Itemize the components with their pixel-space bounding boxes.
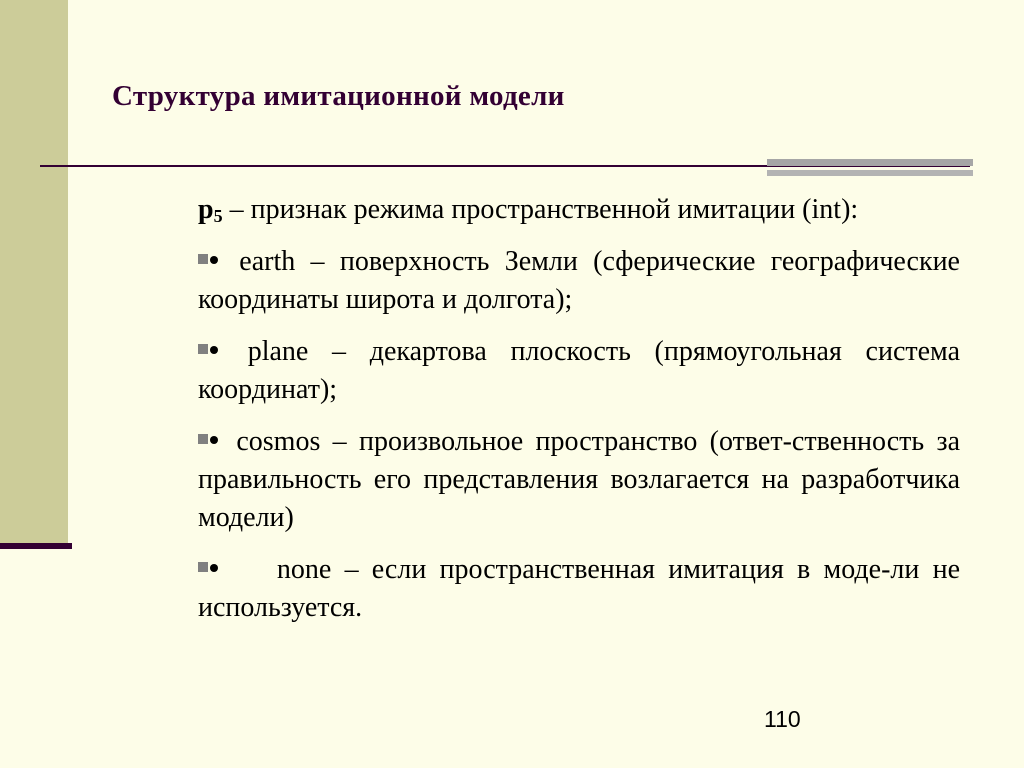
slide-body	[198, 191, 967, 641]
side-bar	[0, 0, 68, 546]
list-item	[198, 333, 960, 409]
dot-bullet-icon	[210, 346, 218, 354]
square-bullet-icon	[198, 344, 208, 354]
parameter-description: – признак режима пространственной имитации (int):	[222, 194, 859, 225]
list-item	[198, 423, 960, 537]
square-bullet-icon	[198, 562, 208, 572]
parameter-definition	[198, 191, 960, 229]
list-item	[198, 243, 960, 319]
list-item-text: earth – поверхность Земли (сферические географические координаты широта и долгота);	[198, 246, 960, 315]
list-item-text: cosmos – произвольное пространство (ответ-ственность за правильность его представления возлагается на разработчика модели)	[198, 426, 961, 533]
list-item-text: none – если пространственная имитация в моде-ли не используется.	[198, 554, 967, 623]
page-number: 110	[764, 706, 801, 732]
square-bullet-icon	[198, 434, 208, 444]
parameter-subscript: 5	[213, 206, 223, 226]
dot-bullet-icon	[210, 436, 218, 444]
list-item-text: plane – декартова плоскость (прямоугольная система координат);	[198, 336, 961, 405]
divider-accent-top	[767, 159, 973, 166]
square-bullet-icon	[198, 254, 208, 264]
divider-accent-bottom	[767, 170, 973, 176]
side-bar-underline	[0, 543, 72, 549]
dot-bullet-icon	[210, 256, 218, 264]
list-item	[198, 551, 967, 627]
slide-title: Структура имитационной модели	[112, 80, 565, 112]
dot-bullet-icon	[210, 564, 218, 572]
parameter-name: p5	[198, 194, 223, 226]
